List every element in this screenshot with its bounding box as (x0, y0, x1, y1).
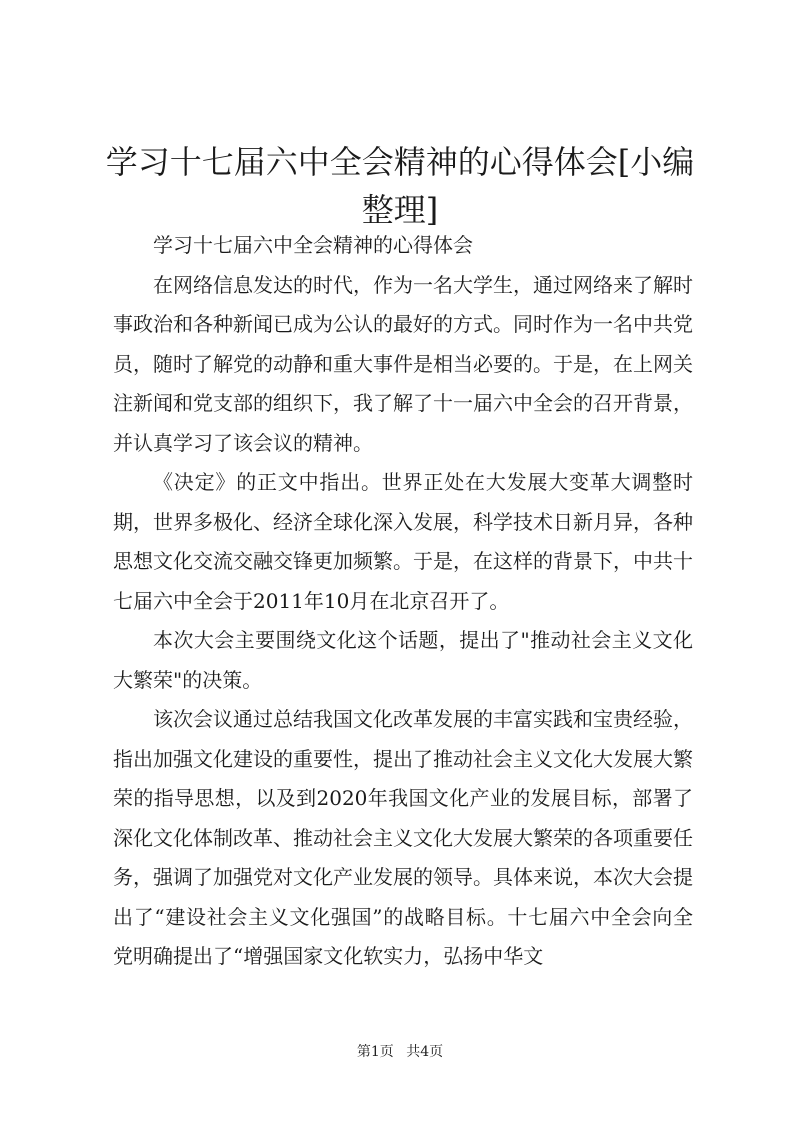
document-title: 学习十七届六中全会精神的心得体会[小编整理] (105, 143, 695, 229)
paragraph: 《决定》的正文中指出。世界正处在大发展大变革大调整时期，世界多极化、经济全球化深入发展，科学技术日新月异，各种思想文化交流交融交锋更加频繁。于是，在这样的背景下，中共十七届六中全会于2011年10月在北京召开了。 (113, 470, 693, 613)
paragraph: 本次大会主要围绕文化这个话题，提出了"推动社会主义文化大繁荣"的决策。 (113, 628, 693, 692)
paragraph: 在网络信息发达的时代，作为一名大学生，通过网络来了解时事政治和各种新闻已成为公认的最好的方式。同时作为一名中共党员，随时了解党的动静和重大事件是相当必要的。于是，在上网关注新闻和党支部的组织下，我了解了十一届六中全会的召开背景，并认真学习了该会议的精神。 (113, 272, 693, 455)
paragraph-subtitle: 学习十七届六中全会精神的心得体会 (153, 233, 473, 257)
page-number: 第1页 (356, 1044, 394, 1060)
page-footer (0, 1042, 800, 1062)
document-body (113, 226, 693, 977)
page-total: 共4页 (406, 1044, 444, 1060)
paragraph: 该次会议通过总结我国文化改革发展的丰富实践和宝贵经验，指出加强文化建设的重要性，提出了推动社会主义文化大发展大繁荣的指导思想，以及到2020年我国文化产业的发展目标，部署了深化文化体制改革、推动社会主义文化大发展大繁荣的各项重要任务，强调了加强党对文化产业发展的领导。具体来说，本次大会提出了“建设社会主义文化强国”的战略目标。十七届六中全会向全党明确提出了“增强国家文化软实力，弘扬中华文 (113, 707, 693, 968)
